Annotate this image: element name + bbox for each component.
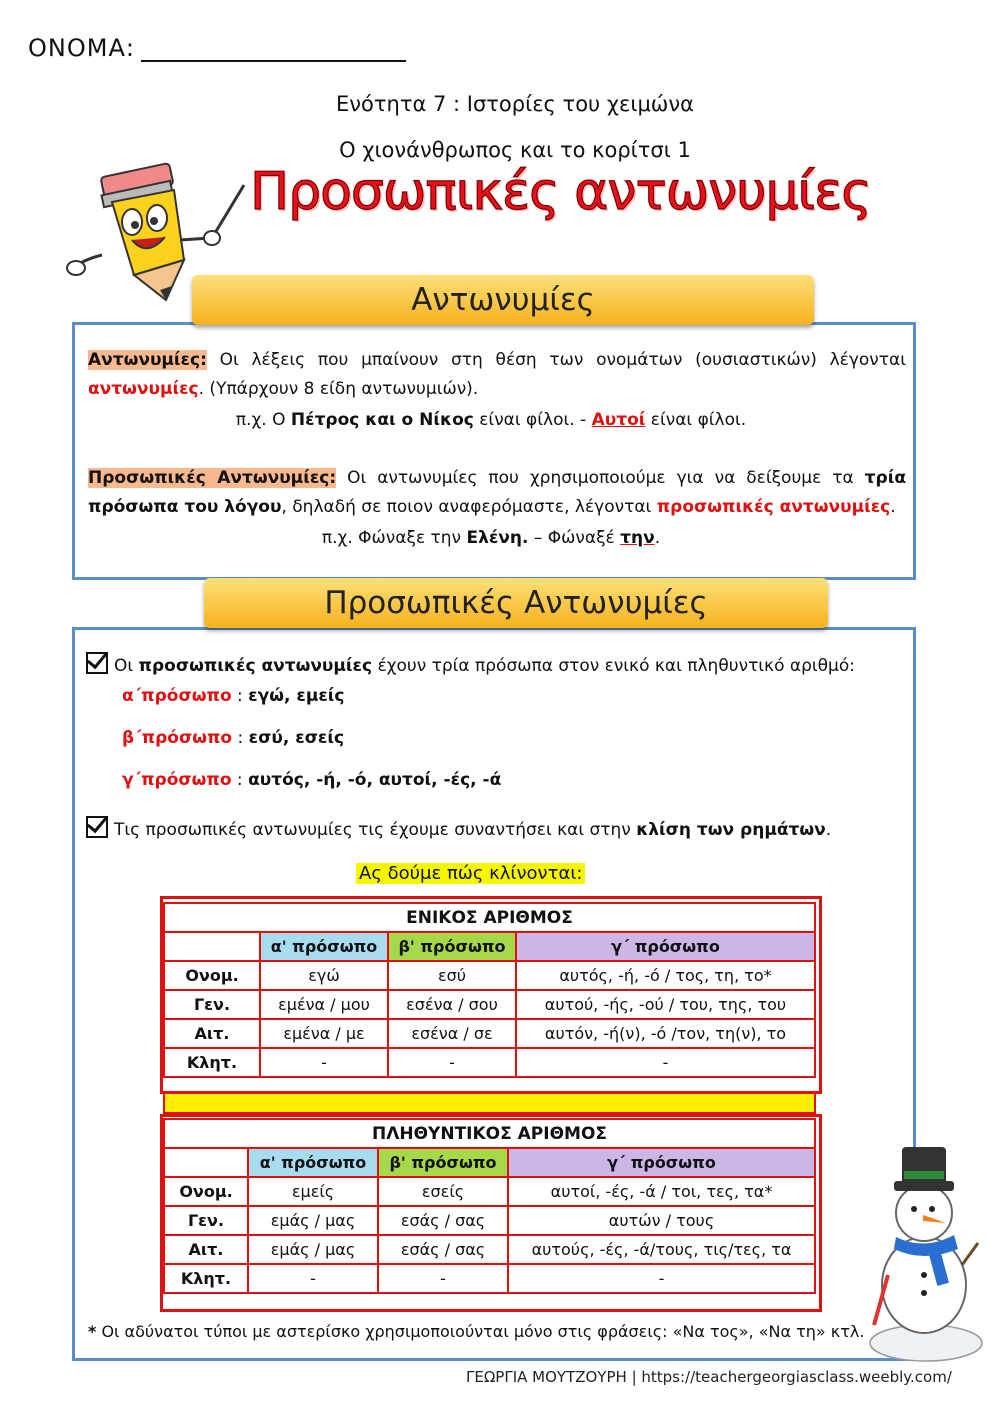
table-cell: εμένα / με (260, 1019, 388, 1048)
point1-tail: έχουν τρία πρόσωπα στον ενικό και πληθυντικό αριθμό: (372, 656, 855, 676)
header-first-person: α' πρόσωπο (248, 1148, 378, 1177)
definition-personal-pronouns (88, 464, 906, 522)
example-1 (72, 406, 910, 435)
ex1-pre: π.χ. Ο (235, 410, 291, 430)
definition-pronouns (88, 346, 906, 404)
person-forms: αυτός, -ή, -ό, αυτοί, -ές, -ά (248, 770, 502, 790)
ex1-red: Αυτοί (591, 410, 646, 430)
person-1 (122, 682, 345, 711)
person-3 (122, 766, 501, 795)
person-forms: εσύ, εσείς (248, 728, 345, 748)
table-cell: εγώ (260, 961, 388, 990)
header-second-person: β' πρόσωπο (378, 1148, 508, 1177)
table-cell: - (248, 1264, 378, 1293)
name-line (28, 34, 406, 62)
table-cell: αυτούς, -ές, -ά/τους, τις/τες, τα (508, 1235, 815, 1264)
singular-table (163, 902, 816, 1078)
point1-bold: προσωπικές αντωνυμίες (138, 656, 373, 676)
table-cell: εμένα / μου (260, 990, 388, 1019)
table-cell: αυτοί, -ές, -ά / τοι, τες, τα* (508, 1177, 815, 1206)
point-1 (86, 652, 906, 681)
row-label: Αιτ. (164, 1019, 260, 1048)
singular-title: ΕΝΙΚΟΣ ΑΡΙΘΜΟΣ (164, 903, 815, 932)
person-sep: : (231, 686, 249, 706)
corner-cell (164, 1148, 248, 1177)
header-third-person: γ΄ πρόσωπο (516, 932, 815, 961)
table-cell: - (516, 1048, 815, 1077)
section-banner-personal-pronouns: Προσωπικές Αντωνυμίες (204, 578, 828, 628)
table-cell: αυτού, -ής, -ού / του, της, του (516, 990, 815, 1019)
table-cell: αυτόν, -ή(ν), -ό /τον, τη(ν), το (516, 1019, 815, 1048)
point2-bold: κλίση των ρημάτων (636, 820, 826, 840)
ex2-pre: π.χ. Φώναξε την (321, 528, 467, 548)
def2-text: Οι αντωνυμίες που χρησιμοποιούμε για να δείξουμε τα (336, 468, 865, 488)
person-forms: εγώ, εμείς (248, 686, 345, 706)
row-label: Γεν. (164, 1206, 248, 1235)
header-first-person: α' πρόσωπο (260, 932, 388, 961)
def1-tail: . (Υπάρχουν 8 είδη αντωνυμιών). (198, 379, 479, 399)
plural-title: ΠΛΗΘΥΝΤΙΚΟΣ ΑΡΙΘΜΟΣ (164, 1119, 815, 1148)
table-separator (163, 1092, 816, 1114)
unit-heading: Ενότητα 7 : Ιστορίες του χειμώνα (336, 92, 694, 116)
ex2-bold: Ελένη. (466, 528, 529, 548)
row-label: Ονομ. (164, 1177, 248, 1206)
table-cell: - (378, 1264, 508, 1293)
story-heading: Ο χιονάνθρωπος και το κορίτσι 1 (339, 138, 691, 162)
example-2 (72, 524, 910, 553)
row-label: Κλητ. (164, 1048, 260, 1077)
footnote-star: * (88, 1322, 97, 1341)
def2-bold: τρία πρόσωπα του λόγου (88, 468, 906, 517)
person-sep: : (232, 728, 249, 748)
ex2-mid: – Φώναξέ (528, 528, 621, 548)
table-cell: εμάς / μας (248, 1206, 378, 1235)
table-cell: εσένα / σου (388, 990, 516, 1019)
def2-tail: . (890, 497, 896, 517)
header-second-person: β' πρόσωπο (388, 932, 516, 961)
ex1-mid: είναι φίλοι. - (473, 410, 592, 430)
def1-highlight: αντωνυμίες (88, 379, 199, 399)
table-cell: εμάς / μας (248, 1235, 378, 1264)
section-banner-pronouns: Αντωνυμίες (192, 275, 814, 325)
credit-line: ΓΕΩΡΓΙΑ ΜΟΥΤΖΟΥΡΗ | https://teachergeorgiasclass.weebly.com/ (466, 1368, 952, 1386)
point2-pre: Τις προσωπικές αντωνυμίες τις έχουμε συναντήσει και στην (114, 820, 637, 840)
ex2-red: την (620, 528, 655, 548)
page-title: Προσωπικές αντωνυμίες (250, 162, 871, 222)
table-cell: - (388, 1048, 516, 1077)
ex2-tail: . (654, 528, 661, 548)
table-cell: εσάς / σας (378, 1206, 508, 1235)
table-cell: εσείς (378, 1177, 508, 1206)
person-sep: : (231, 770, 249, 790)
person-label: γ΄πρόσωπο (122, 770, 232, 790)
row-label: Γεν. (164, 990, 260, 1019)
point2-tail: . (825, 820, 832, 840)
person-label: α΄πρόσωπο (122, 686, 232, 706)
def2-mid: , δηλαδή σε ποιον αναφερόμαστε, λέγονται (281, 497, 657, 517)
ex1-bold: Πέτρος και ο Νίκος (290, 410, 474, 430)
table-cell: εσάς / σας (378, 1235, 508, 1264)
table-cell: - (508, 1264, 815, 1293)
ex1-tail: είναι φίλοι. (645, 410, 747, 430)
table-cell: αυτών / τους (508, 1206, 815, 1235)
lets-see-label: Ας δούμε πώς κλίνονται: (356, 863, 585, 884)
row-label: Κλητ. (164, 1264, 248, 1293)
table-cell: εμείς (248, 1177, 378, 1206)
footnote-text: Οι αδύνατοι τύποι με αστερίσκο χρησιμοποιούνται μόνο στις φράσεις: «Να τος», «Να τη» κτλ. (96, 1322, 865, 1341)
table-cell: εσένα / σε (388, 1019, 516, 1048)
table-cell: εσύ (388, 961, 516, 990)
checkbox-icon (86, 652, 108, 674)
checkbox-icon (86, 816, 108, 838)
term-personal-pronouns: Προσωπικές Αντωνυμίες: (88, 468, 337, 488)
point1-pre: Οι (114, 656, 139, 676)
person-2 (122, 724, 344, 753)
row-label: Ονομ. (164, 961, 260, 990)
snowman-illustration (866, 1125, 986, 1365)
term-pronouns: Αντωνυμίες: (88, 350, 207, 370)
person-label: β΄πρόσωπο (122, 728, 233, 748)
def2-red: προσωπικές αντωνυμίες (656, 497, 891, 517)
plural-table (163, 1118, 816, 1294)
table-cell: - (260, 1048, 388, 1077)
table-cell: αυτός, -ή, -ό / τος, τη, το* (516, 961, 815, 990)
footnote (88, 1322, 864, 1341)
header-third-person: γ΄ πρόσωπο (508, 1148, 815, 1177)
point-2 (86, 816, 906, 845)
name-label: ΟΝΟΜΑ: (28, 34, 135, 62)
corner-cell (164, 932, 260, 961)
def1-text: Οι λέξεις που μπαίνουν στη θέση των ονομάτων (ουσιαστικών) λέγονται (206, 350, 906, 370)
row-label: Αιτ. (164, 1235, 248, 1264)
name-blank[interactable] (141, 38, 406, 62)
